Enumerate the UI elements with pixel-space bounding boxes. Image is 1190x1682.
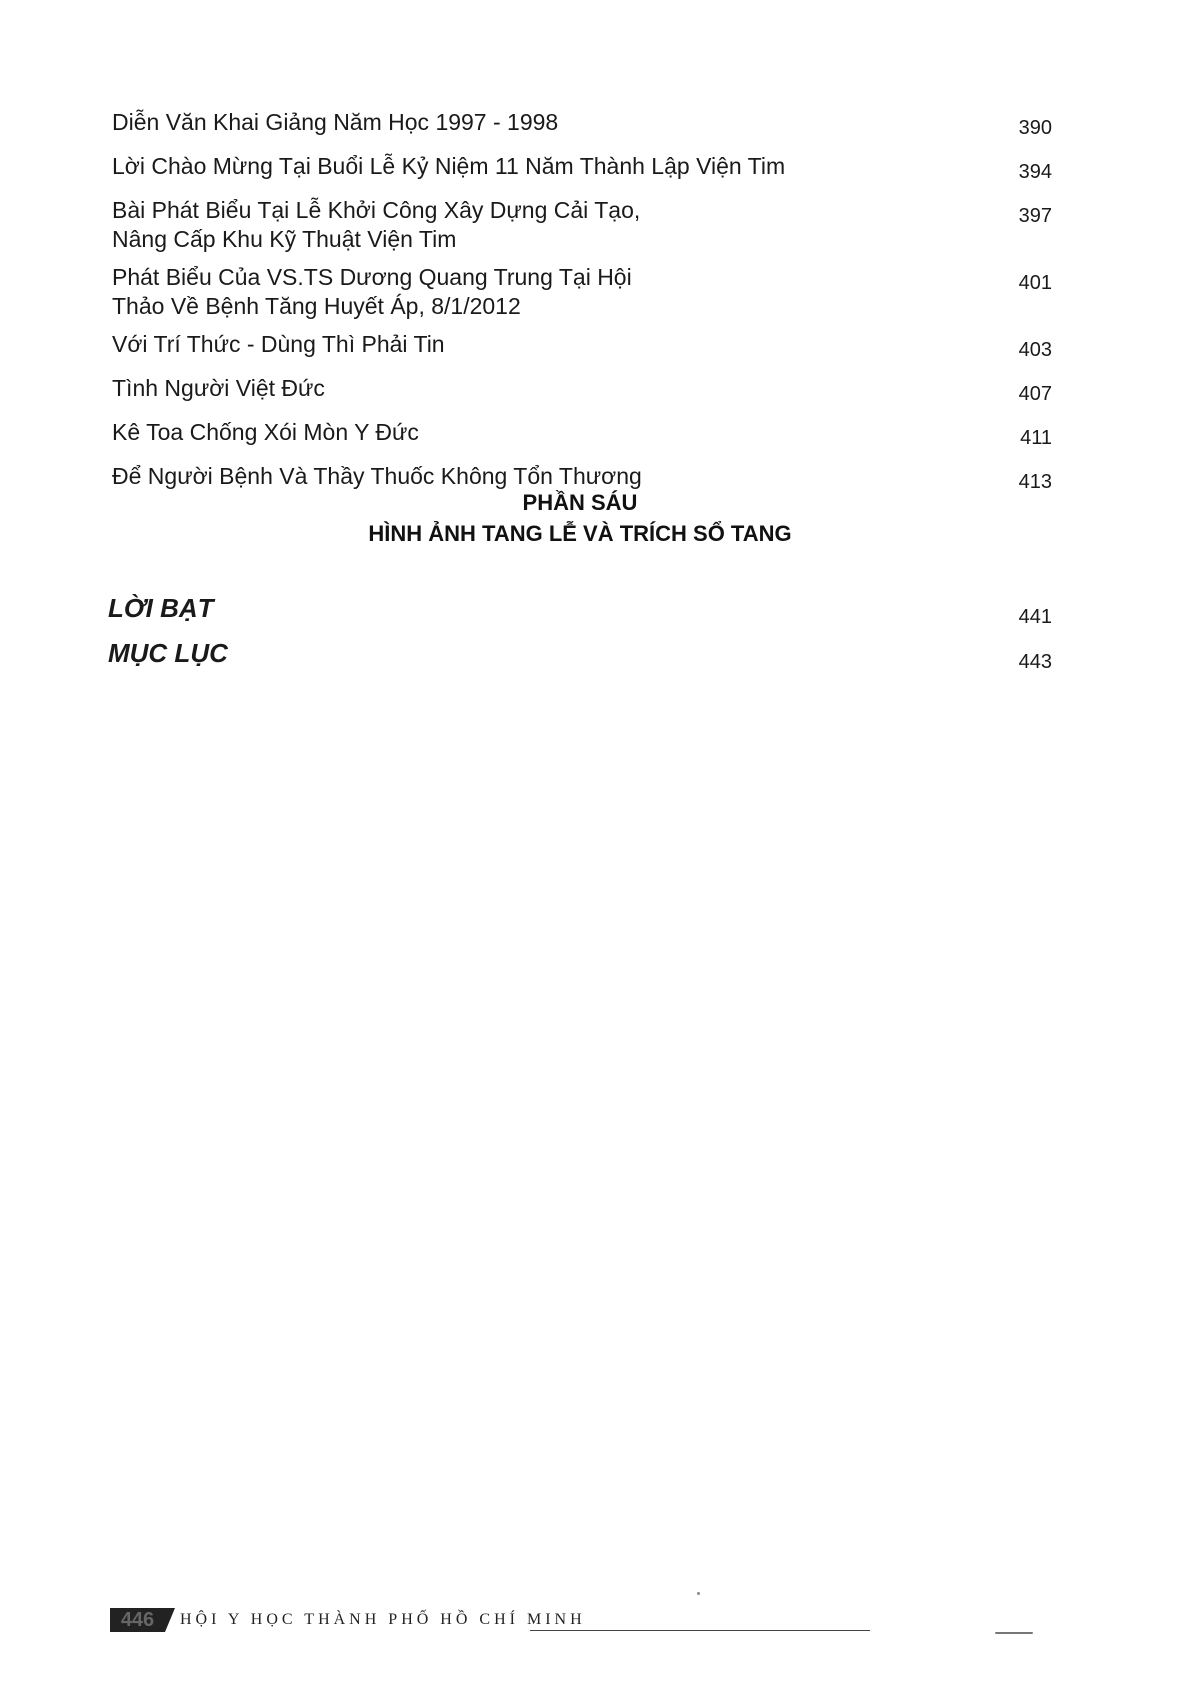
toc-entry[interactable]: [112, 263, 1052, 321]
toc-entry-title-line: Để Người Bệnh Và Thầy Thuốc Không Tổn Thương: [112, 463, 642, 489]
toc-entry-page: 390: [1018, 117, 1052, 139]
toc-entry-title: [112, 108, 558, 137]
toc-entry[interactable]: [112, 108, 1052, 143]
section-title: HÌNH ẢNH TANG LỄ VÀ TRÍCH SỔ TANG: [368, 521, 792, 546]
toc-entry-title: [112, 196, 640, 254]
toc-entry-title-line: Nâng Cấp Khu Kỹ Thuật Viện Tim: [112, 226, 457, 252]
toc-entry-page: 403: [1018, 339, 1052, 361]
scan-speck: [697, 1592, 700, 1595]
toc-entry[interactable]: [112, 330, 1052, 365]
table-of-contents: [112, 108, 1052, 497]
toc-entry-page: 397: [1018, 205, 1052, 227]
toc-entry-title: [112, 374, 325, 403]
toc-entry-title: [112, 263, 632, 321]
toc-entry-title-line: Thảo Về Bệnh Tăng Huyết Áp, 8/1/2012: [112, 293, 521, 319]
footer-page-number: 446: [110, 1608, 165, 1632]
toc-entry-page: 407: [1018, 383, 1052, 405]
footer-rule: [530, 1630, 870, 1631]
toc-entry-contents[interactable]: [108, 635, 1052, 677]
toc-entry[interactable]: [112, 418, 1052, 453]
toc-entry-title-line: Tình Người Việt Đức: [112, 375, 325, 401]
toc-entry-title-line: Lời Chào Mừng Tại Buổi Lễ Kỷ Niệm 11 Năm Thành Lập Viện Tim: [112, 153, 786, 179]
toc-entry-title-line: Với Trí Thức - Dùng Thì Phải Tin: [112, 331, 445, 357]
toc-entry-afterword[interactable]: [108, 590, 1052, 632]
toc-entry-page: 443: [1018, 651, 1052, 673]
toc-entry-page: 411: [1020, 427, 1052, 449]
toc-entry-title: [112, 152, 785, 181]
toc-entry[interactable]: [112, 152, 1052, 187]
toc-entry-title: LỜI BẠT: [108, 593, 214, 623]
toc-entry-title: [112, 330, 445, 359]
toc-entry-title-line: Kê Toa Chống Xói Mòn Y Đức: [112, 419, 419, 445]
closing-entries: [108, 590, 1052, 677]
toc-entry-page: 441: [1018, 606, 1052, 628]
page-footer: [110, 1608, 760, 1634]
toc-entry-page: 401: [1018, 272, 1052, 294]
toc-entry[interactable]: [112, 196, 1052, 254]
toc-entry-page: 413: [1018, 471, 1052, 493]
toc-entry-title-line: Bài Phát Biểu Tại Lễ Khởi Công Xây Dựng Cải Tạo,: [112, 197, 641, 223]
toc-entry-title-line: Phát Biểu Của VS.TS Dương Quang Trung Tại Hội: [112, 264, 632, 290]
toc-entry[interactable]: [112, 374, 1052, 409]
section-part-label: PHẦN SÁU: [522, 490, 638, 515]
toc-entry-title-line: Diễn Văn Khai Giảng Năm Học 1997 - 1998: [112, 109, 559, 135]
scan-mark: [995, 1632, 1033, 1634]
toc-entry-title: [112, 418, 419, 447]
section-heading: [0, 487, 1160, 549]
footer-running-head: HỘI Y HỌC THÀNH PHỐ HỒ CHÍ MINH: [180, 1611, 586, 1628]
toc-entry-title: MỤC LỤC: [108, 638, 228, 668]
toc-entry-page: 394: [1018, 161, 1052, 183]
